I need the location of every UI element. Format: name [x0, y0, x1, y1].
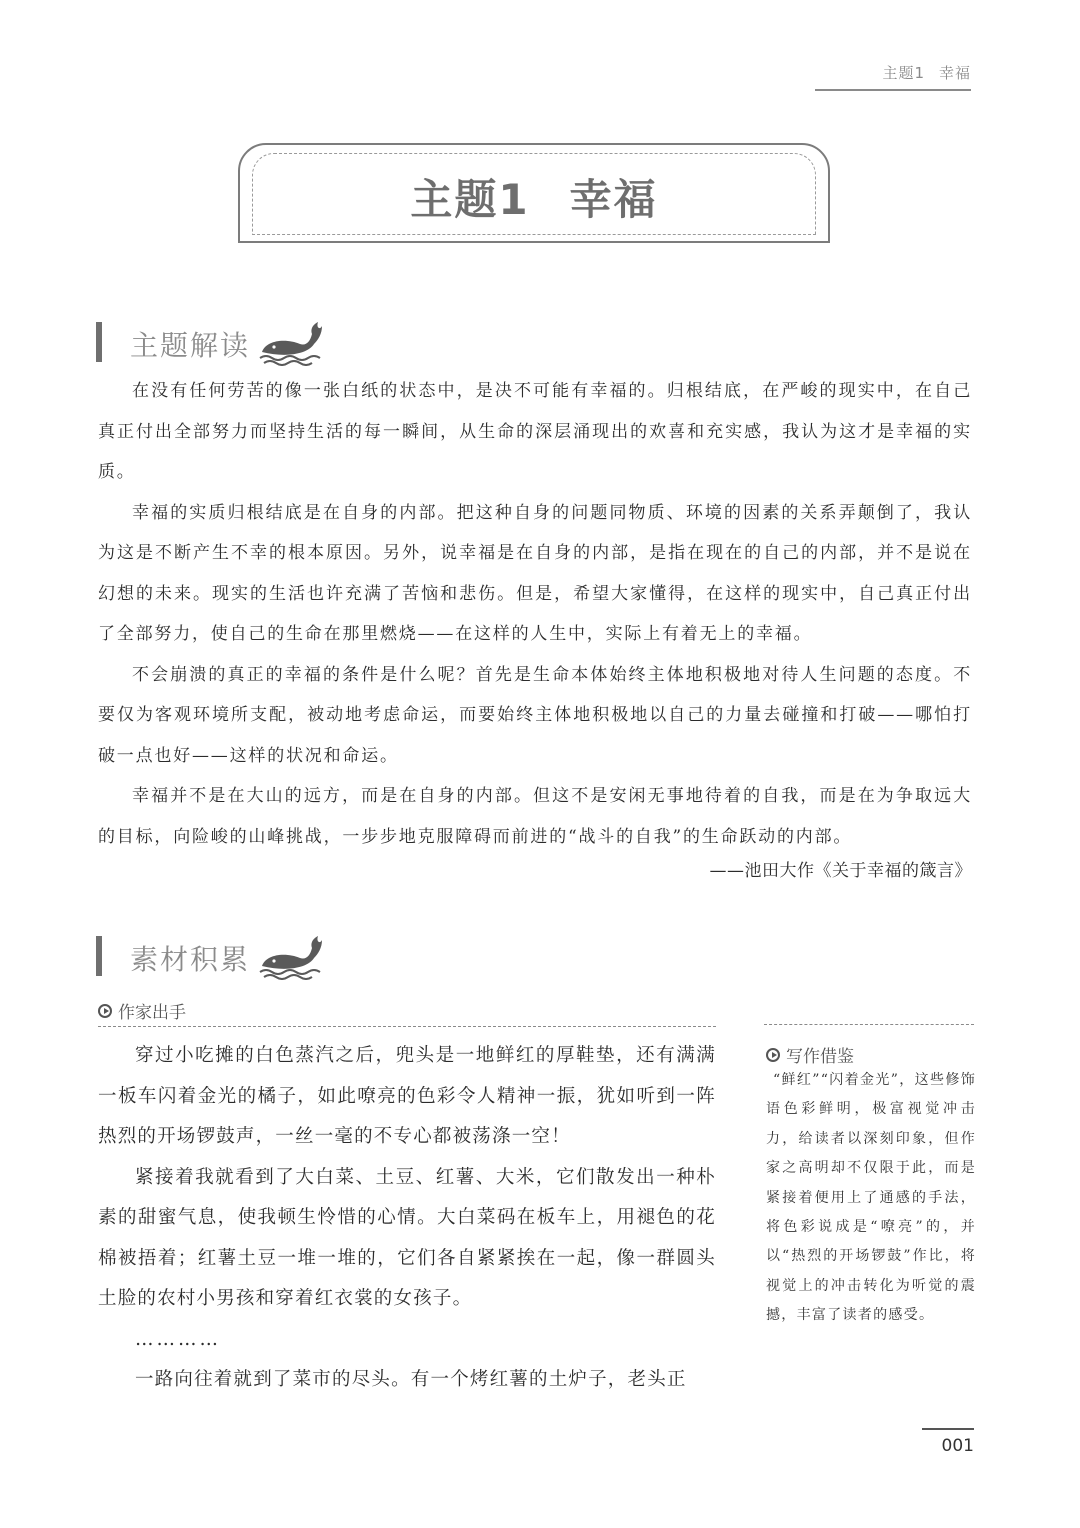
interpretation-text: [98, 371, 972, 857]
chapter-title-topic: 幸福: [569, 175, 658, 224]
paragraph: 穿过小吃摊的白色蒸汽之后，兜头是一地鲜红的厚鞋垫，还有满满一板车闪着金光的橘子，如此嘹亮的色彩令人精神一振，犹如听到一阵热烈的开场锣鼓声，一丝一毫的不专心都被荡涤一空！: [98, 1045, 716, 1147]
chapter-title-frame: [238, 143, 830, 243]
whale-icon: [256, 318, 326, 366]
running-head-rule: [815, 89, 971, 91]
writing-note: [766, 1066, 976, 1331]
whale-icon: [256, 932, 326, 980]
story-excerpt: [98, 1036, 716, 1401]
paragraph: 一路向往着就到了菜市的尽头。有一个烤红薯的土炉子，老头正: [135, 1369, 687, 1390]
dashed-divider: [98, 1026, 716, 1027]
subhead-label: 作家出手: [118, 1003, 186, 1023]
running-head: [815, 62, 971, 83]
paragraph: 不会崩溃的真正的幸福的条件是什么呢？首先是生命本体始终主体地积极地对待人生问题的态度。不要仅为客观环境所支配，被动地考虑命运，而要始终主体地积极地以自己的力量去碰撞和打破——哪怕打破一点也好——这样的状况和命运。: [98, 664, 972, 766]
sidebar-dashed-divider: [764, 1024, 974, 1025]
ellipsis: …………: [135, 1328, 221, 1350]
sidebar-title: 写作借鉴: [786, 1047, 854, 1067]
running-head-chapter: 主题1: [882, 64, 925, 82]
paragraph: 幸福并不是在大山的远方，而是在自身的内部。但这不是安闲无事地待着的自我，而是在为争取远大的目标，向险峻的山峰挑战，一步步地克服障碍而前进的“战斗的自我”的生命跃动的内部。: [98, 786, 972, 847]
note-text: “鲜红”“闪着金光”，这些修饰语色彩鲜明，极富视觉冲击力，给读者以深刻印象，但作家之高明却不仅限于此，而是紧接着便用上了通感的手法，将色彩说成是“嘹亮”的，并以“热烈的开场锣鼓”作比，将视觉上的冲击转化为听觉的震撼，丰富了读者的感受。: [766, 1072, 976, 1324]
quote-attribution: ——池田大作《关于幸福的箴言》: [709, 861, 972, 881]
paragraph: 幸福的实质归根结底是在自身的内部。把这种自身的问题同物质、环境的因素的关系弄颠倒了，我认为这是不断产生不幸的根本原因。另外，说幸福是在自身的内部，是指在现在的自己的内部，并不是说在幻想的未来。现实的生活也许充满了苦恼和悲伤。但是，希望大家懂得，在这样的现实中，自己真正付出了全部努力，使自己的生命在那里燃烧——在这样的人生中，实际上有着无上的幸福。: [98, 502, 972, 644]
play-circle-icon: [766, 1048, 780, 1062]
paragraph: 在没有任何劳苦的像一张白纸的状态中，是决不可能有幸福的。归根结底，在严峻的现实中，在自己真正付出全部努力而坚持生活的每一瞬间，从生命的深层涌现出的欢喜和充实感，我认为这才是幸福的实质。: [98, 381, 972, 482]
section-bar: [96, 322, 102, 362]
section-title: 主题解读: [130, 329, 251, 362]
running-head-topic: 幸福: [938, 64, 971, 82]
chapter-title-number: 主题1: [410, 175, 530, 224]
section-header-interpretation: [96, 318, 336, 364]
page-number-rule: [922, 1428, 974, 1430]
page-number: 001: [941, 1436, 974, 1456]
chapter-title: [240, 167, 828, 227]
subhead-writer: [98, 998, 186, 1023]
section-title: 素材积累: [130, 943, 251, 976]
subhead-writing-reference: [766, 1042, 854, 1067]
section-header-materials: [96, 932, 336, 978]
play-circle-icon: [98, 1004, 112, 1018]
paragraph: 紧接着我就看到了大白菜、土豆、红薯、大米，它们散发出一种朴素的甜蜜气息，使我顿生怜惜的心情。大白菜码在板车上，用褪色的花棉被捂着；红薯土豆一堆一堆的，它们各自紧紧挨在一起，像一群圆头土脸的农村小男孩和穿着红衣裳的女孩子。: [98, 1166, 716, 1309]
section-bar: [96, 936, 102, 976]
